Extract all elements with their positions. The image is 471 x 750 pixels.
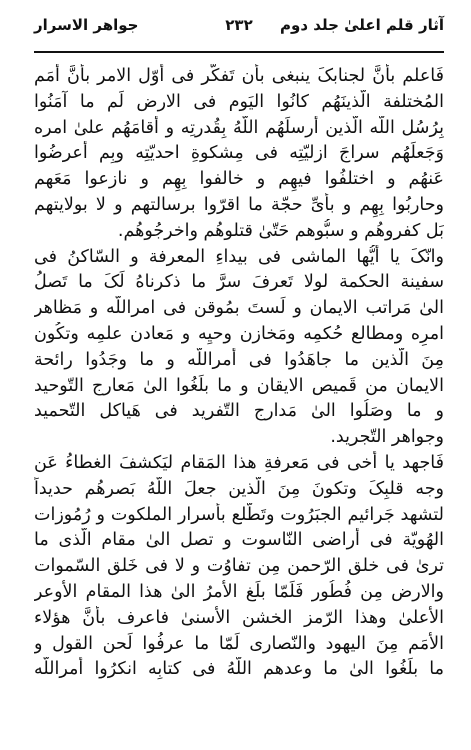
text-line: بَل کفروهُم و سبُّوهم حَتّیٰ قتلوهُم واخرجُوهُم. (117, 220, 444, 241)
text-line: وجه قلبِکَ وتکونَ مِنَ الّذین جعلَ اللّهُ بَصرهُم حدیداً (34, 478, 444, 499)
body-text (34, 64, 444, 683)
text-line: المُختلفة الّذینَهُم کانُوا الیَوم فی الارض لَم ما آمَنُوا (34, 91, 444, 112)
text-line: الأعلیٰ وهذا الرّمز الخشن الأسنیٰ فاعرف بأنَّ هؤلاء (34, 607, 444, 628)
text-line: وَجَعلَهُم سراجَ ازلیّتِه فی مِشکوةِ احدیّتِه وبِم أعرضُوا (34, 143, 444, 164)
page-number: ۲۳۲ (225, 16, 253, 34)
text-line: فَاعلم بأنَّ لجنابکَ ینبغی بأن تَفکَّر فی أوّل الامر بأنَّ أُمَم (34, 66, 444, 86)
text-line: مِنَ الّذین ما جاهَدُوا فی أمراللّه و ما وجَدُوا رائحة (34, 349, 444, 370)
text-line: والارض مِن فُطُور فَلَمّا بلَغ الأمرُ الیٰ هذا المقام الأوعر (34, 581, 444, 602)
text-line: امرِه ومطالع حُکمِه ومَخازن وحیِه و مَعادن علمِه وتکُون (34, 323, 444, 344)
text-line: ما بلَغُوا الیٰ ما وعدهم اللّهُ فی کتابِه انکرُوا أمراللّه (34, 659, 444, 680)
text-line: فَاجهد یا أخی فی مَعرفةِ هذا المَقام لیَکشفَ الغطاءُ عَن (34, 452, 444, 473)
text-line: تریٰ فی خلق الرّحمن مِن تفاوُت و لا فی خَلق السّموات (34, 556, 444, 577)
text-line: عَنهُم و اختلفُوا فیهِم و خالفوا بِهِم و نازعوا مَعَهم (34, 169, 444, 190)
text-line: بِرُسُل اللّه الّذین أرسلَهُم اللّهُ بِقُدرتِه و أقامَهُم علیٰ امره (34, 117, 444, 138)
text-line: لتشهد جَرائیم الجبَرُوت وتَطّلع بأسرار الملکوت و رُمُوزات (34, 504, 444, 525)
text-line: الایمان من قَمیص الایقان و ما بلَغُوا الیٰ مَعارج التّوحید (34, 375, 444, 396)
text-line: وحاربُوا بِهِم و بأیِّ حجّة ما اقرّوا برسالتهم و لا بولایتهم (34, 194, 444, 215)
section-title: جواهر الاسرار (34, 16, 139, 34)
running-header (34, 6, 444, 46)
text-line: الیٰ مَراتب الایمان و لَستَ بمُوقن فی امراللّه و مَظاهر (34, 298, 444, 319)
header-rule (34, 51, 444, 53)
text-line: سفینة الحکمة لولا تَعرفَ سرَّ ما ذکرناهُ لَکَ ما تَصلُ (34, 272, 444, 293)
text-line: وانّکَ یا أیُّها الماشی فی بیداءِ المعرفة و السّاکنُ فی (34, 246, 444, 267)
book-title: آثار قلم اعلیٰ جلد دوم (280, 16, 444, 34)
text-line: الأُمَم مِنَ الیهود والنّصاری لَمّا ما عرفُوا لَحن القول و (34, 633, 444, 654)
text-line: الهُویّة فی أراضی النّاسوت و تصل الیٰ مقام الّذی ما (34, 530, 444, 551)
text-line: و ما وصَلُوا الیٰ مَدارج التّفرید فی هَیاکل التّحمید (34, 401, 444, 422)
text-line: وجواهر التّجرید. (330, 427, 444, 448)
